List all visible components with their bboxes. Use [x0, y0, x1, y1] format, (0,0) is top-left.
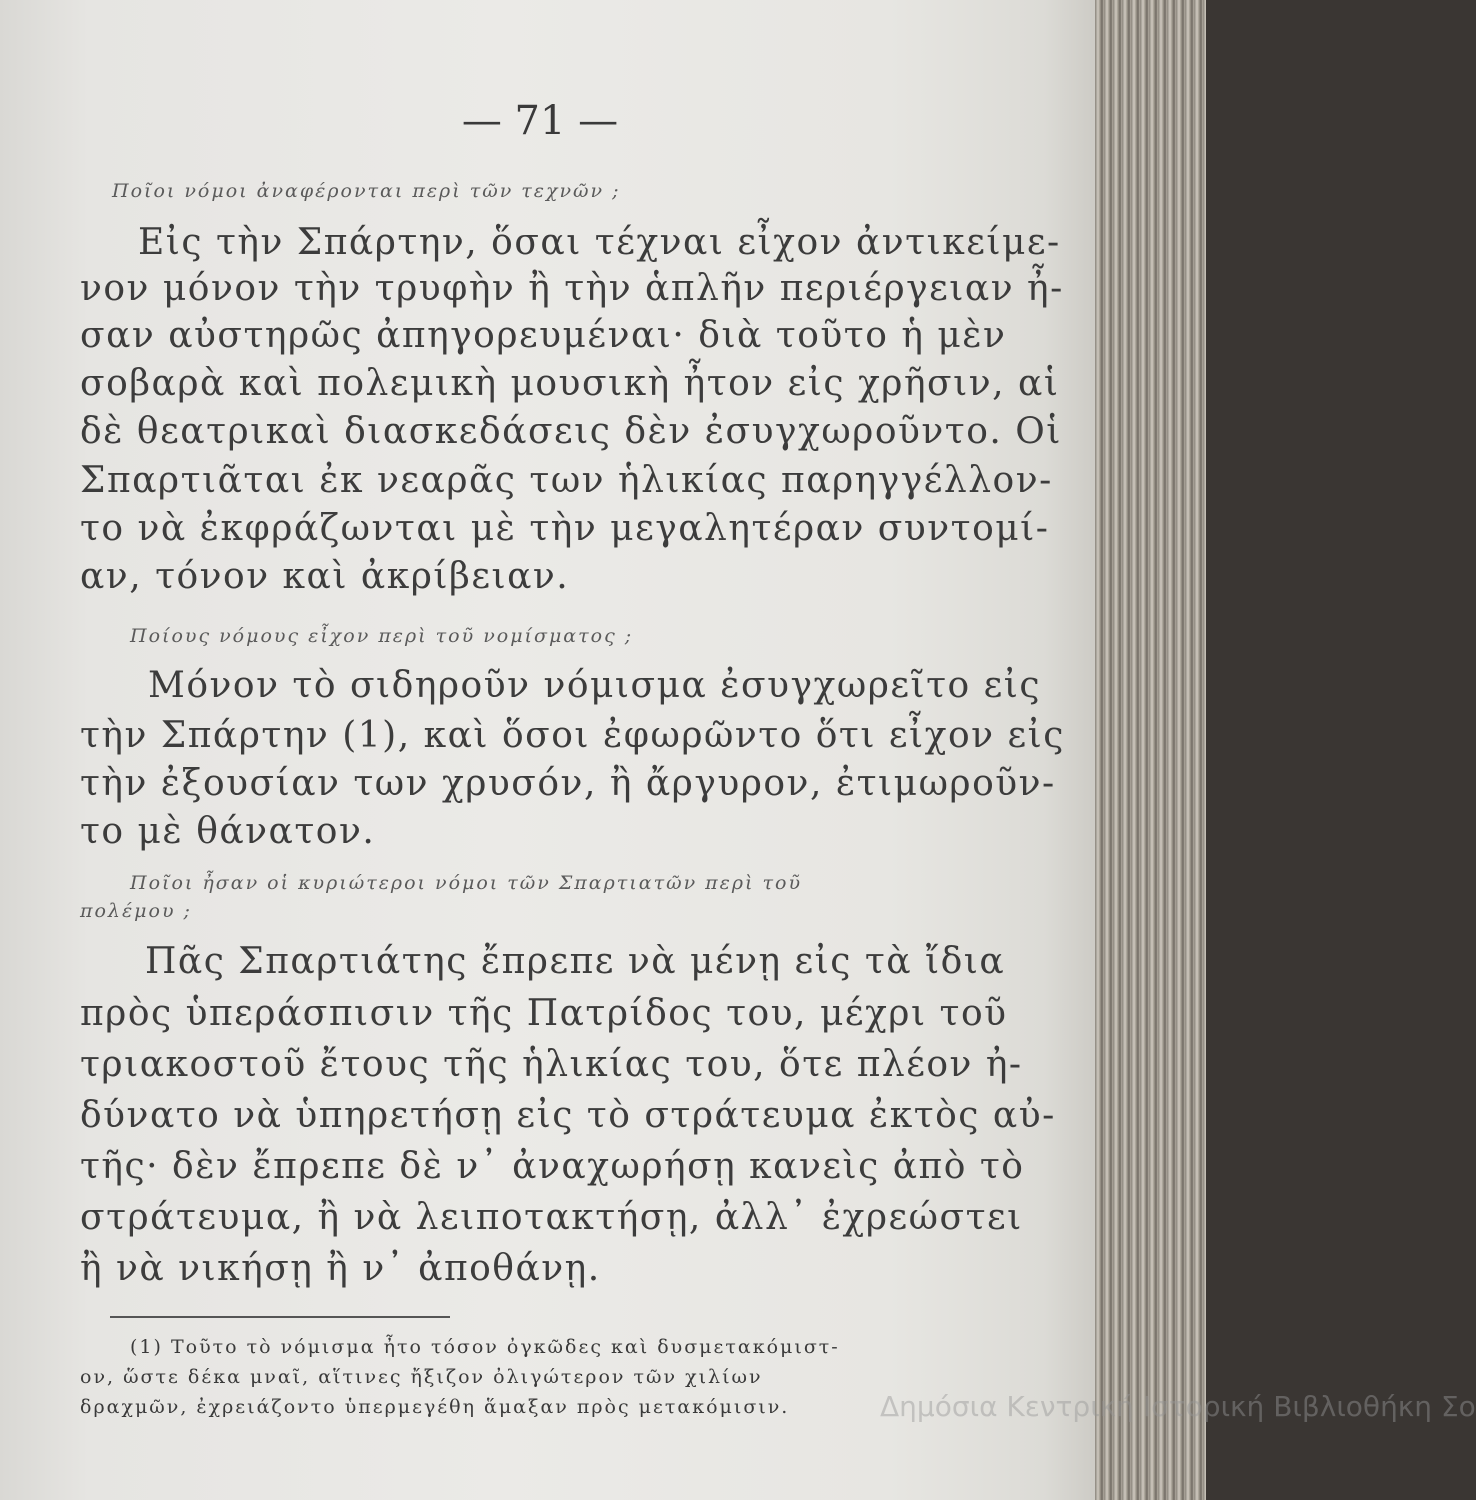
page-number: — 71 —	[461, 98, 619, 144]
text-line: σαν αὐστηρῶς ἀπηγορευμέναι· διὰ τοῦτο ἡ μὲν	[80, 315, 1007, 356]
text-line: πρὸς ὑπεράσπισιν τῆς Πατρίδος του, μέχρι τοῦ	[80, 993, 1008, 1034]
library-watermark: Δημόσια Κεντρική Ιστορική Βιβλιοθήκη Σο	[880, 1390, 1476, 1423]
text-line: τριακοστοῦ ἔτους τῆς ἡλικίας του, ὅτε πλέον ἠ-	[80, 1044, 1023, 1085]
text-line: Πᾶς Σπαρτιάτης ἔπρεπε νὰ μένῃ εἰς τὰ ἴδια	[145, 941, 1006, 982]
text-line: το νὰ ἐκφράζωνται μὲ τὴν μεγαλητέραν συντομί-	[80, 508, 1050, 549]
text-line: αν, τόνον καὶ ἀκρίβειαν.	[80, 556, 570, 597]
text-line: Εἰς τὴν Σπάρτην, ὅσαι τέχναι εἶχον ἀντικείμε-	[138, 222, 1061, 263]
text-line: δύνατο νὰ ὑπηρετήσῃ εἰς τὸ στράτευμα ἐκτὸς αὐ-	[80, 1095, 1056, 1136]
question-arts: Ποῖοι νόμοι ἀναφέρονται περὶ τῶν τεχνῶν ;	[112, 180, 621, 202]
text-line: Σπαρτιᾶται ἐκ νεαρᾶς των ἡλικίας παρηγγέλλον-	[80, 460, 1053, 501]
text-line: νον μόνον τὴν τρυφὴν ἢ τὴν ἁπλῆν περιέργειαν ἦ-	[80, 268, 1064, 309]
footnote-line: (1) Τοῦτο τὸ νόμισμα ἦτο τόσον ὀγκῶδες καὶ δυσμετακόμιστ-	[130, 1336, 840, 1358]
text-line: τὴν Σπάρτην (1), καὶ ὅσοι ἐφωρῶντο ὅτι εἶχον εἰς	[80, 715, 1065, 756]
text-line: σοβαρὰ καὶ πολεμικὴ μουσικὴ ἦτον εἰς χρῆσιν, αἱ	[80, 363, 1060, 404]
page-edge	[1095, 0, 1206, 1500]
text-line: Μόνον τὸ σιδηροῦν νόμισμα ἐσυγχωρεῖτο εἰς	[148, 665, 1042, 706]
footnote-line: δραχμῶν, ἐχρειάζοντο ὑπερμεγέθη ἅμαξαν πρὸς μετακόμισιν.	[80, 1396, 790, 1418]
question-line: πολέμου ;	[80, 900, 192, 922]
text-line: δὲ θεατρικαὶ διασκεδάσεις δὲν ἐσυγχωροῦντο. Οἱ	[80, 411, 1062, 452]
question-line: Ποῖοι ἦσαν οἱ κυριώτεροι νόμοι τῶν Σπαρτιατῶν περὶ τοῦ	[130, 872, 803, 894]
footnote-divider	[110, 1316, 450, 1318]
text-line: στράτευμα, ἢ νὰ λειποτακτήσῃ, ἀλλ᾿ ἐχρεώστει	[80, 1197, 1023, 1238]
question-currency: Ποίους νόμους εἶχον περὶ τοῦ νομίσματος ;	[130, 625, 634, 647]
text-line: τὴν ἐξουσίαν των χρυσόν, ἢ ἄργυρον, ἐτιμωροῦν-	[80, 763, 1056, 804]
text-line: τῆς· δὲν ἔπρεπε δὲ ν᾿ ἀναχωρήσῃ κανεὶς ἀπὸ τὸ	[80, 1146, 1025, 1187]
text-line: ἢ νὰ νικήσῃ ἢ ν᾿ ἀποθάνῃ.	[80, 1248, 601, 1289]
footnote-line: ον, ὥστε δέκα μναῖ, αἵτινες ἤξιζον ὀλιγώτερον τῶν χιλίων	[80, 1366, 763, 1388]
text-line: το μὲ θάνατον.	[80, 811, 376, 852]
